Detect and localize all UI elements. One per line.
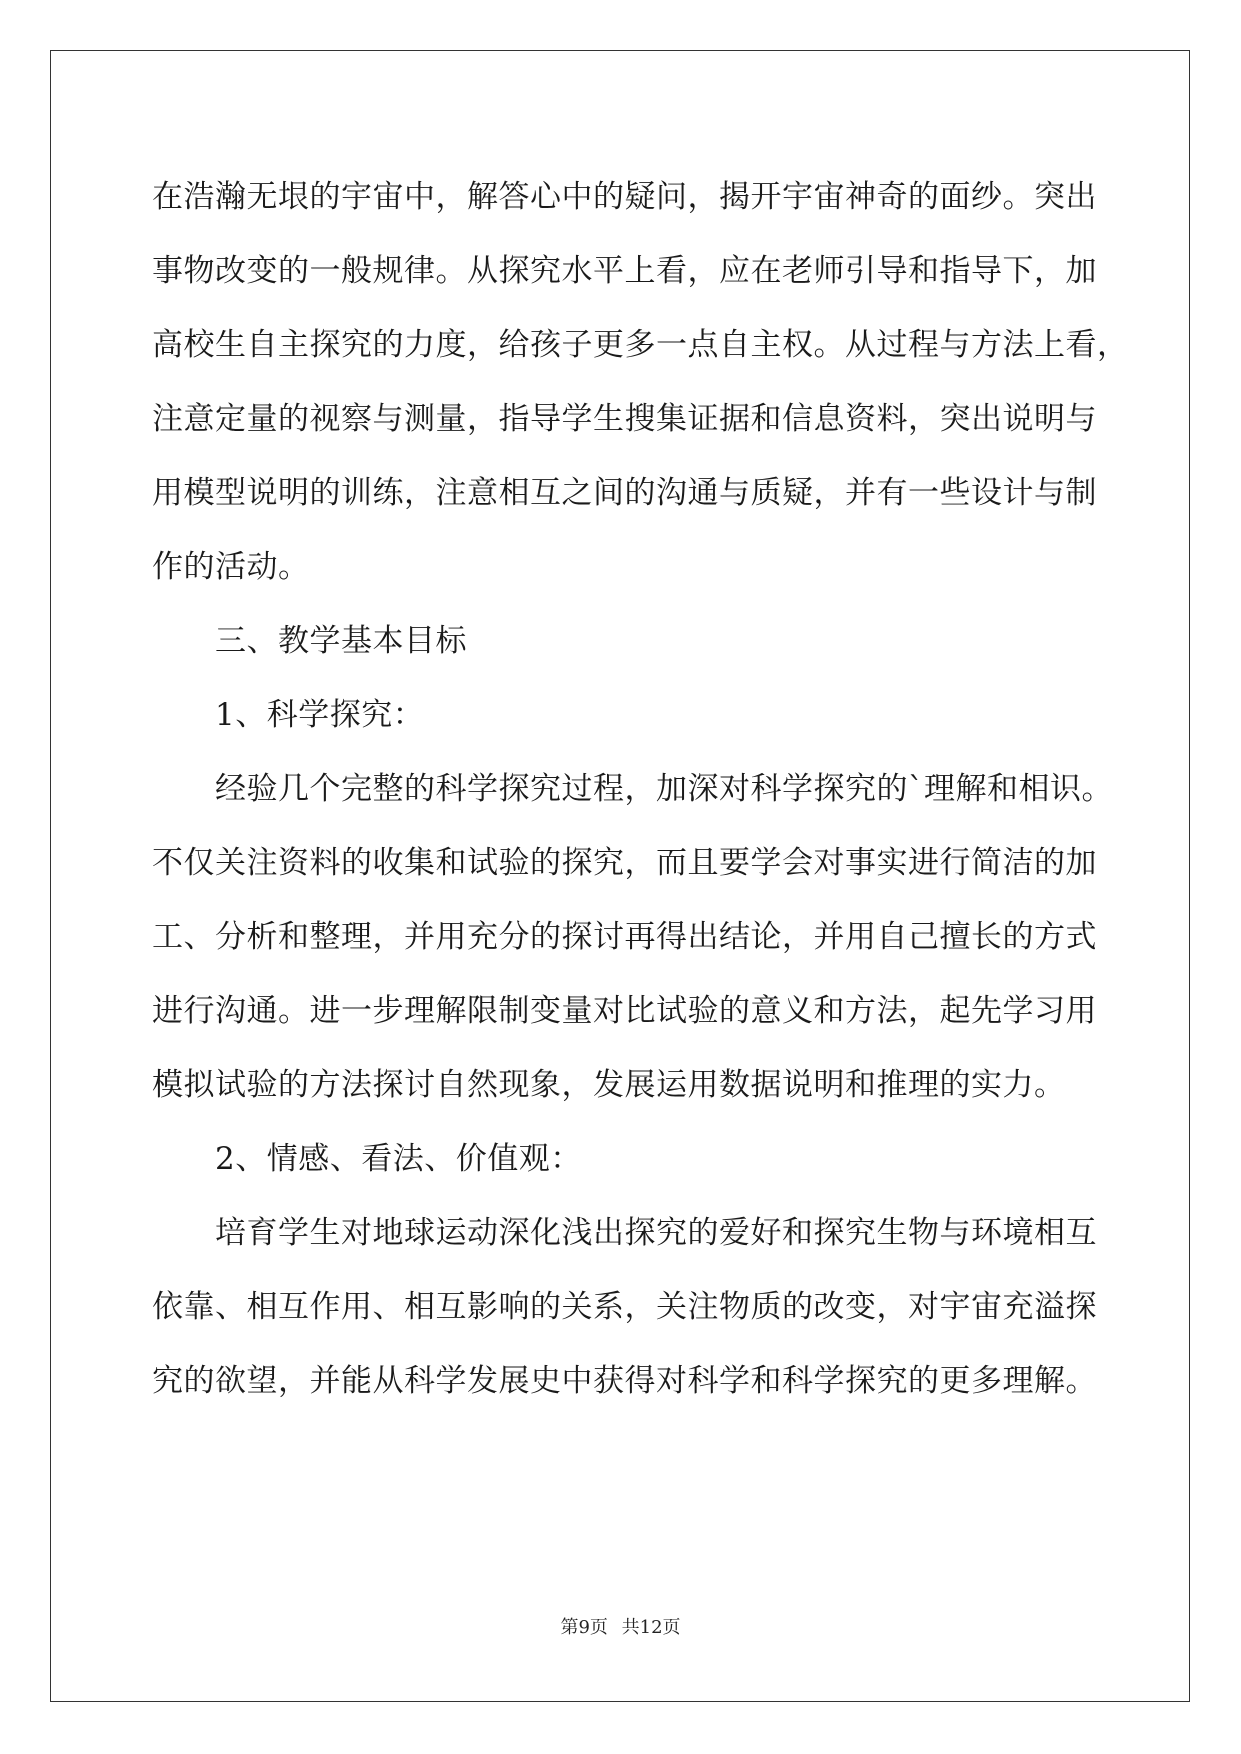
paragraph-line: 依靠、相互作用、相互影响的关系，关注物质的改变，对宇宙充溢探: [152, 1289, 1097, 1325]
paragraph-line: 培育学生对地球运动深化浅出探究的爱好和探究生物与环境相互: [215, 1215, 1097, 1251]
paragraph-line: 进行沟通。进一步理解限制变量对比试验的意义和方法，起先学习用: [152, 993, 1097, 1029]
paragraph-line: 模拟试验的方法探讨自然现象，发展运用数据说明和推理的实力。: [152, 1067, 1066, 1103]
page-footer: [0, 1616, 1241, 1640]
paragraph-line: 高校生自主探究的力度，给孩子更多一点自主权。从过程与方法上看，: [152, 327, 1129, 363]
paragraph-line: 用模型说明的训练，注意相互之间的沟通与质疑，并有一些设计与制: [152, 475, 1097, 511]
page-number-total: 共12页: [621, 1617, 681, 1638]
paragraph-line: 注意定量的视察与测量，指导学生搜集证据和信息资料，突出说明与: [152, 401, 1097, 437]
paragraph-line: 不仅关注资料的收集和试验的探究，而且要学会对事实进行简洁的加: [152, 845, 1097, 881]
document-body: [152, 160, 1129, 1418]
paragraph-line: 作的活动。: [152, 549, 310, 585]
paragraph-line: 工、分析和整理，并用充分的探讨再得出结论，并用自己擅长的方式: [152, 919, 1097, 955]
page-number-current: 第9页: [560, 1617, 608, 1638]
paragraph-line: 究的欲望，并能从科学发展史中获得对科学和科学探究的更多理解。: [152, 1363, 1097, 1399]
subsection-heading: 1、科学探究：: [215, 697, 425, 733]
subsection-heading: 2、情感、看法、价值观：: [215, 1141, 582, 1177]
section-heading: 三、教学基本目标: [215, 623, 467, 659]
paragraph-line: 经验几个完整的科学探究过程，加深对科学探究的`理解和相识。: [215, 771, 1113, 807]
paragraph-line: 在浩瀚无垠的宇宙中，解答心中的疑问，揭开宇宙神奇的面纱。突出: [152, 179, 1097, 215]
paragraph-line: 事物改变的一般规律。从探究水平上看，应在老师引导和指导下，加: [152, 253, 1097, 289]
